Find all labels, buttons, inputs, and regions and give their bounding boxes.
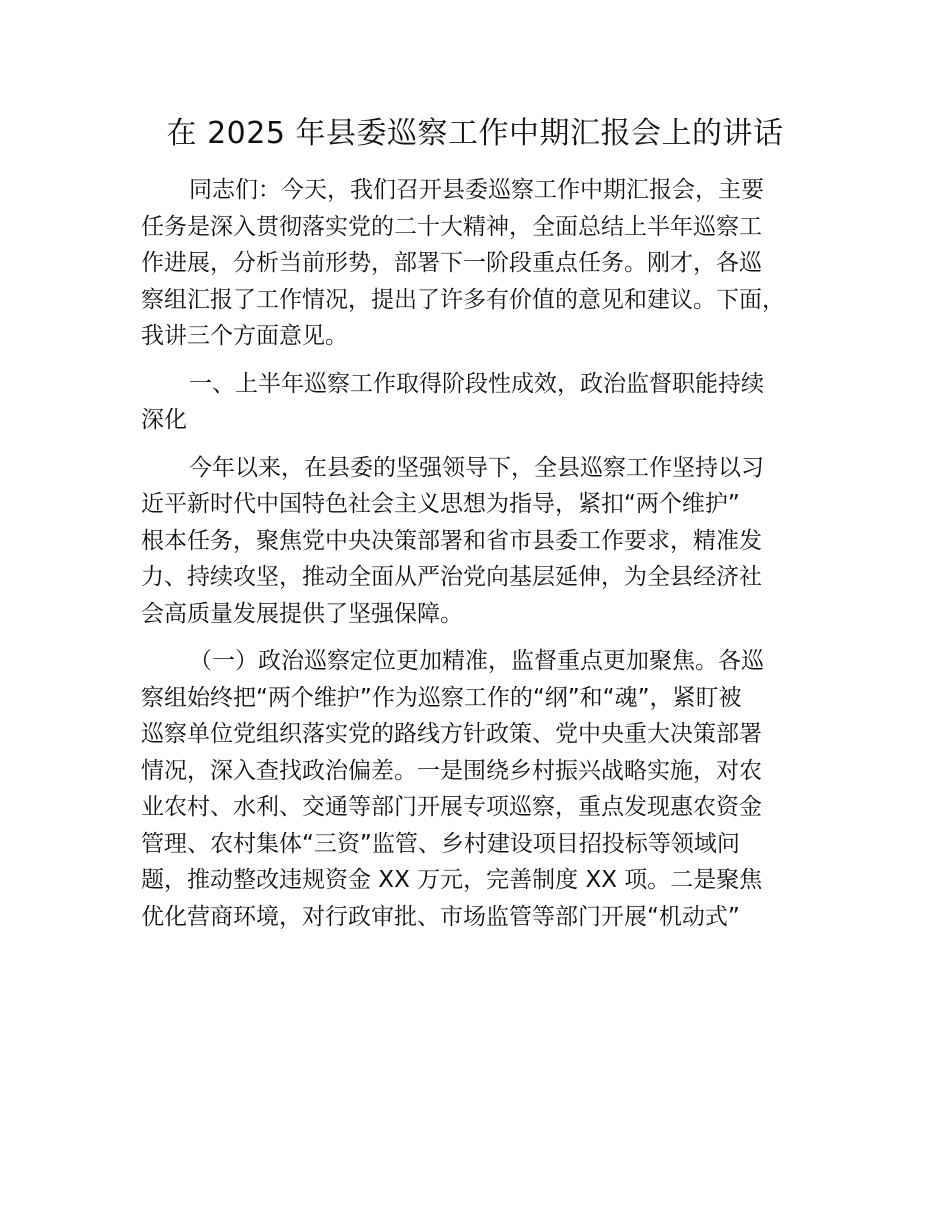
text-line: 一、上半年巡察工作取得阶段性成效，政治监督职能持续 <box>189 370 764 397</box>
text-line: （一）政治巡察定位更加精准，监督重点更加聚焦。各巡 <box>189 648 764 674</box>
text-line: 情况，深入查找政治偏差。一是围绕乡村振兴战略实施，对农 <box>141 757 762 784</box>
text-line: 我讲三个方面意见。 <box>141 323 348 349</box>
text-line: 根本任务，聚焦党中央决策部署和省市县委工作要求，精准发 <box>141 527 762 554</box>
text-line: 优化营商环境，对行政审批、市场监管等部门开展“机动式” <box>141 903 740 930</box>
section-heading-1 <box>141 366 813 439</box>
text-line: 力、持续攻坚，推动全面从严治党向基层延伸，为全县经济社 <box>141 564 762 590</box>
text-line: 察组汇报了工作情况，提出了许多有价值的意见和建议。下面， <box>141 286 785 313</box>
text-line: 近平新时代中国特色社会主义思想为指导，紧扣“两个维护” <box>141 491 740 517</box>
text-line: 同志们：今天，我们召开县委巡察工作中期汇报会，主要 <box>189 177 764 203</box>
document-body <box>141 172 813 946</box>
text-line: 作进展，分析当前形势，部署下一阶段重点任务。刚才，各巡 <box>141 250 762 276</box>
document-title: 在 2025 年县委巡察工作中期汇报会上的讲话 <box>166 116 784 151</box>
paragraph-subsection-1 <box>141 643 813 935</box>
text-line: 今年以来，在县委的坚强领导下，全县巡察工作坚持以习 <box>189 454 764 481</box>
text-line: 会高质量发展提供了坚强保障。 <box>141 600 463 627</box>
text-line: 业农村、水利、交通等部门开展专项巡察，重点发现惠农资金 <box>141 794 762 820</box>
text-line: 任务是深入贯彻落实党的二十大精神，全面总结上半年巡察工 <box>141 213 762 240</box>
text-line: 深化 <box>141 407 187 433</box>
text-line: 管理、农村集体“三资”监管、乡村建设项目招投标等领域问 <box>141 830 740 857</box>
paragraph-opening <box>141 172 813 355</box>
text-line: 巡察单位党组织落实党的路线方针政策、党中央重大决策部署 <box>141 721 762 747</box>
paragraph-overview <box>141 450 813 633</box>
text-line: 察组始终把“两个维护”作为巡察工作的“纲”和“魂”，紧盯被 <box>141 684 742 711</box>
text-line: 题，推动整改违规资金 XX 万元，完善制度 XX 项。二是聚焦 <box>141 867 763 893</box>
